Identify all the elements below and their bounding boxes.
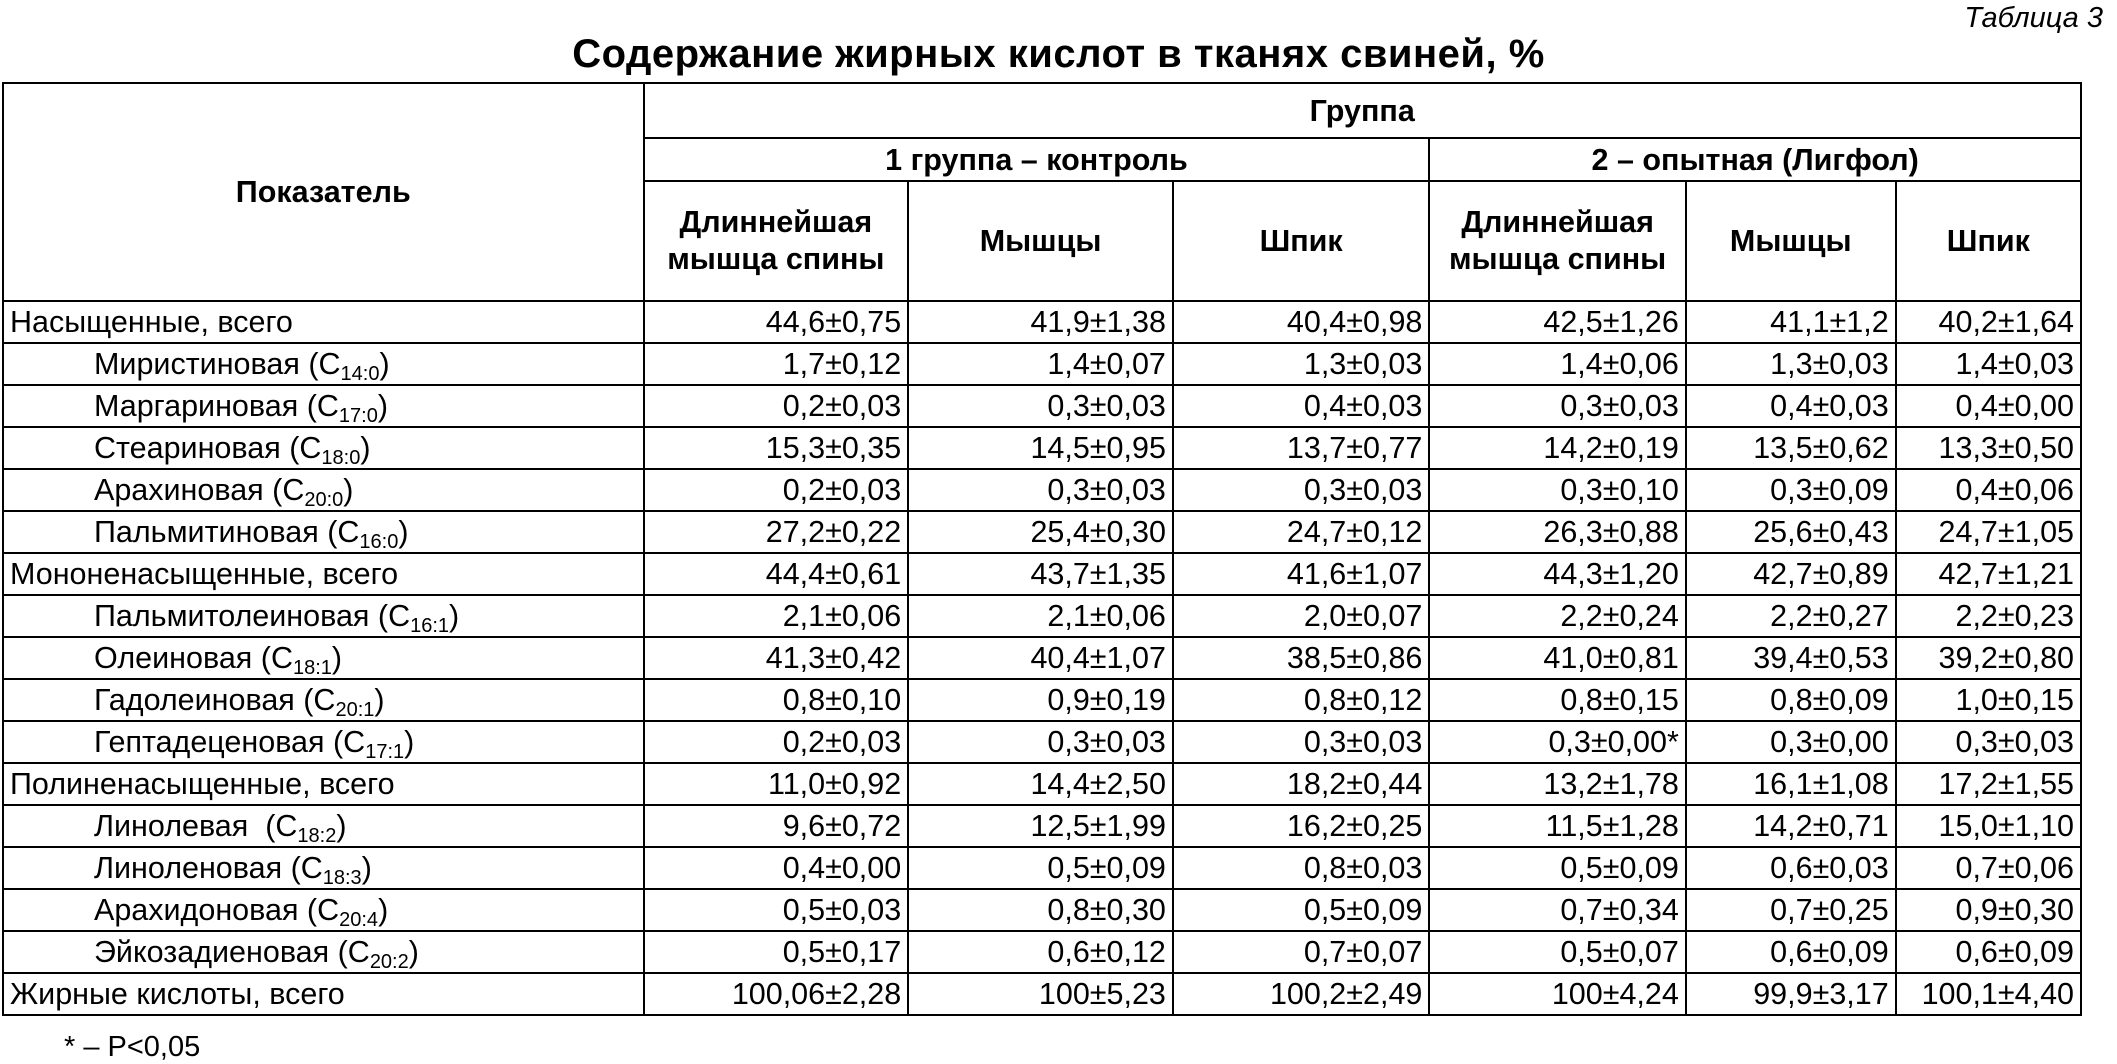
- header-group1-control: 1 группа – контроль: [644, 138, 1430, 181]
- value-cell: 0,3±0,03: [1896, 721, 2081, 763]
- row-name: Мононенасыщенные, всего: [10, 557, 399, 591]
- closing-paren: ): [343, 473, 354, 507]
- value-cell: 16,2±0,25: [1173, 805, 1429, 847]
- row-name: Арахиновая (С: [94, 473, 305, 507]
- row-name: Насыщенные, всего: [10, 305, 293, 339]
- closing-paren: ): [408, 935, 419, 969]
- value-cell: 0,3±0,03: [1173, 721, 1429, 763]
- value-cell: 0,3±0,00*: [1429, 721, 1685, 763]
- table-row: [3, 931, 2081, 973]
- value-cell: 100,06±2,28: [644, 973, 909, 1015]
- header-g2-fat: Шпик: [1896, 181, 2081, 301]
- row-name: Эйкозадиеновая (С: [94, 935, 370, 969]
- table-row: [3, 553, 2081, 595]
- closing-paren: ): [331, 641, 343, 675]
- value-cell: 0,8±0,12: [1173, 679, 1429, 721]
- value-cell: 15,0±1,10: [1896, 805, 2081, 847]
- closing-paren: ): [377, 389, 389, 423]
- header-group2-experimental: 2 – опытная (Лигфол): [1429, 138, 2081, 181]
- value-cell: 25,6±0,43: [1686, 511, 1896, 553]
- header-g1-muscles: Мышцы: [908, 181, 1173, 301]
- value-cell: 0,8±0,30: [908, 889, 1173, 931]
- value-cell: 100±4,24: [1429, 973, 1685, 1015]
- value-cell: 1,3±0,03: [1686, 343, 1896, 385]
- carbon-formula: 14:0: [340, 363, 380, 385]
- closing-paren: ): [360, 431, 371, 465]
- row-label: [3, 553, 644, 595]
- closing-paren: ): [336, 809, 347, 843]
- fatty-acids-table: [2, 82, 2082, 1016]
- row-label: [3, 427, 644, 469]
- carbon-formula: 17:0: [338, 405, 378, 427]
- value-cell: 1,3±0,03: [1173, 343, 1429, 385]
- table-row: [3, 847, 2081, 889]
- value-cell: 0,8±0,03: [1173, 847, 1429, 889]
- value-cell: 0,4±0,03: [1173, 385, 1429, 427]
- value-cell: 0,3±0,03: [1173, 469, 1429, 511]
- value-cell: 42,7±1,21: [1896, 553, 2081, 595]
- closing-paren: ): [398, 515, 409, 549]
- value-cell: 0,4±0,06: [1896, 469, 2081, 511]
- closing-paren: ): [378, 893, 389, 927]
- value-cell: 13,5±0,62: [1686, 427, 1896, 469]
- row-label: [3, 889, 644, 931]
- value-cell: 0,6±0,12: [908, 931, 1173, 973]
- value-cell: 15,3±0,35: [644, 427, 909, 469]
- closing-paren: ): [361, 851, 372, 885]
- value-cell: 40,2±1,64: [1896, 301, 2081, 343]
- value-cell: 2,2±0,27: [1686, 595, 1896, 637]
- row-label: [3, 679, 644, 721]
- value-cell: 1,4±0,07: [908, 343, 1173, 385]
- row-name: Миристиновая (С: [94, 347, 341, 381]
- value-cell: 2,2±0,23: [1896, 595, 2081, 637]
- value-cell: 0,3±0,03: [908, 469, 1173, 511]
- carbon-formula: 20:4: [339, 909, 379, 931]
- value-cell: 26,3±0,88: [1429, 511, 1685, 553]
- row-label: [3, 595, 644, 637]
- row-label: [3, 721, 644, 763]
- value-cell: 0,3±0,03: [908, 721, 1173, 763]
- header-indicator: Показатель: [3, 83, 644, 301]
- value-cell: 0,4±0,03: [1686, 385, 1896, 427]
- value-cell: 42,7±0,89: [1686, 553, 1896, 595]
- footnote: * – P<0,05: [64, 1031, 201, 1063]
- value-cell: 42,5±1,26: [1429, 301, 1685, 343]
- closing-paren: ): [449, 599, 460, 633]
- row-name: Арахидоновая (С: [94, 893, 340, 927]
- row-label: [3, 805, 644, 847]
- closing-paren: ): [379, 347, 390, 381]
- value-cell: 39,2±0,80: [1896, 637, 2081, 679]
- table-row: [3, 973, 2081, 1015]
- value-cell: 14,2±0,19: [1429, 427, 1685, 469]
- row-name: Полиненасыщенные, всего: [10, 767, 395, 801]
- row-name: Линолевая (С: [94, 809, 298, 843]
- table-row: [3, 511, 2081, 553]
- carbon-formula: 18:1: [292, 657, 332, 679]
- row-label: [3, 637, 644, 679]
- value-cell: 41,6±1,07: [1173, 553, 1429, 595]
- value-cell: 13,7±0,77: [1173, 427, 1429, 469]
- value-cell: 0,3±0,10: [1429, 469, 1685, 511]
- carbon-formula: 17:1: [365, 741, 405, 763]
- table-number-label: Таблица 3: [1964, 2, 2103, 34]
- carbon-formula: 16:1: [410, 615, 450, 637]
- value-cell: 0,6±0,09: [1896, 931, 2081, 973]
- value-cell: 14,2±0,71: [1686, 805, 1896, 847]
- row-label: [3, 763, 644, 805]
- table-row: [3, 721, 2081, 763]
- table-row: [3, 679, 2081, 721]
- value-cell: 2,1±0,06: [644, 595, 909, 637]
- value-cell: 1,7±0,12: [644, 343, 909, 385]
- value-cell: 0,3±0,09: [1686, 469, 1896, 511]
- value-cell: 0,2±0,03: [644, 385, 909, 427]
- value-cell: 0,6±0,09: [1686, 931, 1896, 973]
- table-row: [3, 889, 2081, 931]
- value-cell: 14,5±0,95: [908, 427, 1173, 469]
- table-row: [3, 595, 2081, 637]
- value-cell: 0,5±0,09: [1173, 889, 1429, 931]
- value-cell: 13,3±0,50: [1896, 427, 2081, 469]
- value-cell: 43,7±1,35: [908, 553, 1173, 595]
- value-cell: 12,5±1,99: [908, 805, 1173, 847]
- value-cell: 2,0±0,07: [1173, 595, 1429, 637]
- table-row: [3, 637, 2081, 679]
- header-group: Группа: [644, 83, 2082, 138]
- value-cell: 0,8±0,10: [644, 679, 909, 721]
- header-g1-longissimus: Длиннейшая мышца спины: [644, 181, 909, 301]
- value-cell: 0,7±0,06: [1896, 847, 2081, 889]
- value-cell: 2,1±0,06: [908, 595, 1173, 637]
- value-cell: 41,0±0,81: [1429, 637, 1685, 679]
- value-cell: 100±5,23: [908, 973, 1173, 1015]
- value-cell: 2,2±0,24: [1429, 595, 1685, 637]
- value-cell: 0,2±0,03: [644, 721, 909, 763]
- value-cell: 18,2±0,44: [1173, 763, 1429, 805]
- value-cell: 1,0±0,15: [1896, 679, 2081, 721]
- value-cell: 100,1±4,40: [1896, 973, 2081, 1015]
- value-cell: 0,3±0,03: [908, 385, 1173, 427]
- table-title: Содержание жирных кислот в тканях свиней, %: [572, 32, 1545, 76]
- closing-paren: ): [374, 683, 385, 717]
- value-cell: 38,5±0,86: [1173, 637, 1429, 679]
- table-row: [3, 301, 2081, 343]
- value-cell: 44,4±0,61: [644, 553, 909, 595]
- row-name: Пальмитиновая (С: [94, 515, 360, 549]
- table-row: [3, 343, 2081, 385]
- value-cell: 24,7±0,12: [1173, 511, 1429, 553]
- value-cell: 13,2±1,78: [1429, 763, 1685, 805]
- value-cell: 0,3±0,00: [1686, 721, 1896, 763]
- row-name: Гадолеиновая (С: [94, 683, 336, 717]
- header-g2-muscles: Мышцы: [1686, 181, 1896, 301]
- value-cell: 0,5±0,07: [1429, 931, 1685, 973]
- table-row: [3, 805, 2081, 847]
- row-name: Олеиновая (С: [94, 641, 293, 675]
- value-cell: 17,2±1,55: [1896, 763, 2081, 805]
- table-body: [3, 301, 2081, 1015]
- table-row: [3, 385, 2081, 427]
- value-cell: 0,4±0,00: [644, 847, 909, 889]
- carbon-formula: 20:1: [335, 699, 375, 721]
- value-cell: 0,5±0,09: [908, 847, 1173, 889]
- row-label: [3, 385, 644, 427]
- row-name: Пальмитолеиновая (С: [94, 599, 411, 633]
- value-cell: 40,4±1,07: [908, 637, 1173, 679]
- row-name: Жирные кислоты, всего: [10, 977, 345, 1011]
- value-cell: 11,0±0,92: [644, 763, 909, 805]
- row-label: [3, 469, 644, 511]
- header-g2-longissimus: Длиннейшая мышца спины: [1429, 181, 1685, 301]
- value-cell: 25,4±0,30: [908, 511, 1173, 553]
- row-name: Маргариновая (С: [94, 389, 339, 423]
- value-cell: 0,4±0,00: [1896, 385, 2081, 427]
- value-cell: 0,5±0,09: [1429, 847, 1685, 889]
- value-cell: 44,3±1,20: [1429, 553, 1685, 595]
- carbon-formula: 20:2: [369, 951, 409, 973]
- value-cell: 0,7±0,07: [1173, 931, 1429, 973]
- row-name: Стеариновая (С: [94, 431, 322, 465]
- value-cell: 0,7±0,34: [1429, 889, 1685, 931]
- value-cell: 11,5±1,28: [1429, 805, 1685, 847]
- carbon-formula: 16:0: [359, 531, 399, 553]
- value-cell: 39,4±0,53: [1686, 637, 1896, 679]
- value-cell: 0,9±0,19: [908, 679, 1173, 721]
- value-cell: 100,2±2,49: [1173, 973, 1429, 1015]
- table-row: [3, 763, 2081, 805]
- row-name: Гептадеценовая (С: [94, 725, 366, 759]
- row-label: [3, 301, 644, 343]
- value-cell: 14,4±2,50: [908, 763, 1173, 805]
- value-cell: 99,9±3,17: [1686, 973, 1896, 1015]
- carbon-formula: 18:3: [322, 867, 362, 889]
- value-cell: 0,8±0,09: [1686, 679, 1896, 721]
- value-cell: 0,3±0,03: [1429, 385, 1685, 427]
- value-cell: 41,3±0,42: [644, 637, 909, 679]
- row-label: [3, 931, 644, 973]
- value-cell: 41,1±1,2: [1686, 301, 1896, 343]
- row-label: [3, 847, 644, 889]
- value-cell: 0,2±0,03: [644, 469, 909, 511]
- value-cell: 1,4±0,06: [1429, 343, 1685, 385]
- row-label: [3, 511, 644, 553]
- value-cell: 9,6±0,72: [644, 805, 909, 847]
- row-label: [3, 973, 644, 1015]
- table-row: [3, 427, 2081, 469]
- row-label: [3, 343, 644, 385]
- carbon-formula: 18:0: [321, 447, 361, 469]
- value-cell: 0,5±0,17: [644, 931, 909, 973]
- value-cell: 0,6±0,03: [1686, 847, 1896, 889]
- value-cell: 0,8±0,15: [1429, 679, 1685, 721]
- closing-paren: ): [404, 725, 415, 759]
- value-cell: 16,1±1,08: [1686, 763, 1896, 805]
- value-cell: 0,7±0,25: [1686, 889, 1896, 931]
- value-cell: 27,2±0,22: [644, 511, 909, 553]
- carbon-formula: 18:2: [297, 825, 337, 847]
- value-cell: 44,6±0,75: [644, 301, 909, 343]
- value-cell: 41,9±1,38: [908, 301, 1173, 343]
- value-cell: 0,9±0,30: [1896, 889, 2081, 931]
- value-cell: 24,7±1,05: [1896, 511, 2081, 553]
- value-cell: 0,5±0,03: [644, 889, 909, 931]
- header-g1-fat: Шпик: [1173, 181, 1429, 301]
- row-name: Линоленовая (С: [94, 851, 323, 885]
- value-cell: 1,4±0,03: [1896, 343, 2081, 385]
- table-row: [3, 469, 2081, 511]
- carbon-formula: 20:0: [304, 489, 344, 511]
- value-cell: 40,4±0,98: [1173, 301, 1429, 343]
